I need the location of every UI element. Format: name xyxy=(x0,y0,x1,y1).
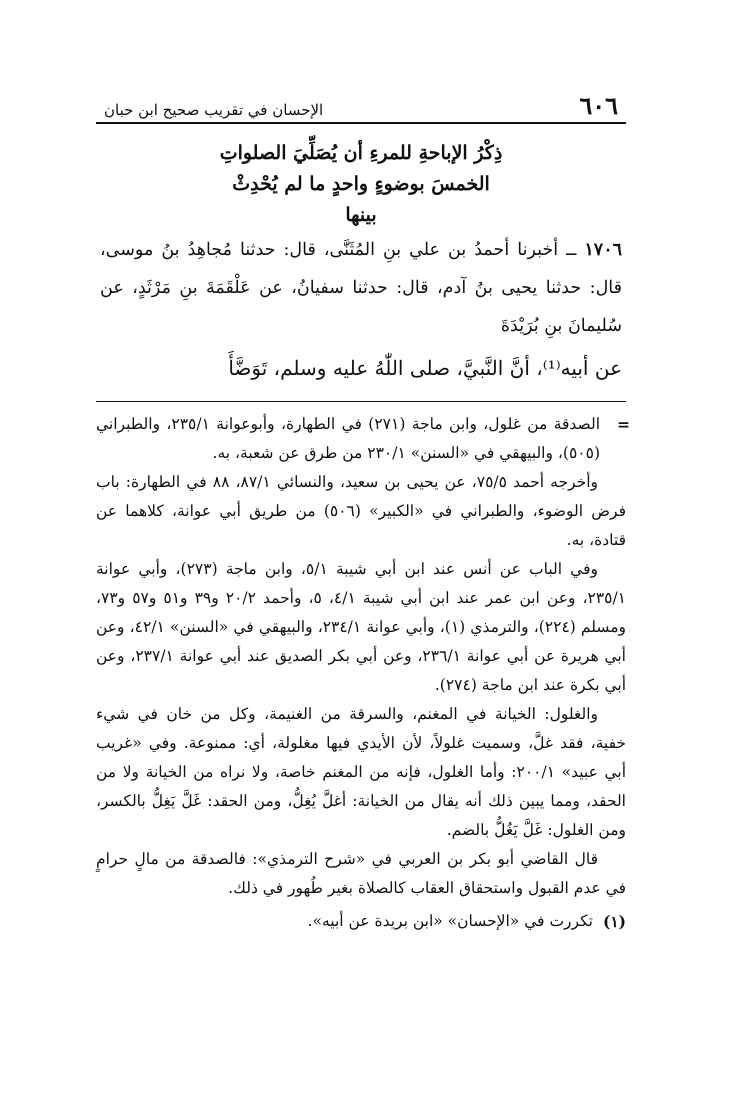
hadith-last-line: عن أبيه⁽¹⁾، أنَّ النَّبيَّ، صلى اللّٰهُ عليه وسلم، تَوَضَّأَ xyxy=(228,356,622,380)
footnotes xyxy=(96,410,630,936)
footnote-paragraph-4: قال القاضي أبو بكر بن العربي في «شرح الترمذي»: فالصدقة من مالٍ حرامٍ في عدم القبول واستحقاق العقاب كالصلاة بغير طُهور في ذلك. xyxy=(96,850,626,897)
footnote-continuation xyxy=(96,410,630,468)
footnote-paragraph-2: وفي الباب عن أنس عند ابن أبي شيبة ٥/١، وابن ماجة (٢٧٣)، وأبي عوانة ٢٣٥/١، وعن ابن عمر عند ابن أبي شيبة ٤/١، ٥، وأحمد ٢٠/٢ و٣٩ و٥١ و٥٧ و٧٣، ومسلم (٢٢٤)، والترمذي (١)، وأبي عوانة ٢٣٤/١، والبيهقي في «السنن» ٤٢/١، وعن أبي هريرة عن أبي عوانة ٢٣٦/١، وعن أبي بكر الصديق عند أبي عوانة ٢٣٧/١، وعن أبي بكرة عند ابن ماجة (٢٧٤). xyxy=(96,560,627,694)
chapter-heading-line-2: الخمسَ بوضوءٍ واحدٍ ما لم يُحْدِثْ xyxy=(232,173,490,195)
chapter-heading-line-1: ذِكْرُ الإباحةِ للمرءِ أن يُصَلِّيَ الصلواتِ xyxy=(219,142,503,164)
footnote-paragraph-1: وأخرجه أحمد ٧٥/٥، عن يحيى بن سعيد، والنسائي ٨٧/١، ٨٨ في الطهارة: باب فرض الوضوء، والطبراني في «الكبير» (٥٠٦) من طريق أبي عوانة، كلاهما عن قتادة، به. xyxy=(96,473,626,549)
footnote-1 xyxy=(96,907,626,936)
hadith-isnad: ــ أخبرنا أحمدُ بن علي بنِ المُثَنَّى، قال: حدثنا مُجاهِدُ بنُ موسى، قال: حدثنا يحيى بنُ آدم، قال: حدثنا سفيانُ، عن عَلْقَمَةَ بنِ مَرْثَدٍ، عن سُليمانَ بنِ بُرَيْدَةَ xyxy=(100,240,622,336)
footnote-number: (١) xyxy=(602,912,626,931)
chapter-heading-line-3: بينها xyxy=(345,204,377,226)
continuation-marker: = xyxy=(617,415,630,434)
hadith-number: ١٧٠٦ xyxy=(584,240,622,260)
hadith-text xyxy=(96,231,626,345)
footnote-continuation-text: الصدقة من غلول، وابن ماجة (٢٧١) في الطهارة، وأبوعوانة ٢٣٥/١، والطبراني (٥٠٥)، والبيهقي في «السنن» ٢٣٠/١ من طرق عن شعبة، به. xyxy=(96,415,600,462)
chapter-heading xyxy=(96,138,626,231)
page-number: ٦٠٦ xyxy=(579,91,618,120)
book-page xyxy=(96,78,630,936)
footnote-separator xyxy=(96,401,626,402)
footnote-paragraph-3: والغلول: الخيانة في المغنم، والسرقة من الغنيمة، وكل من خان في شيء خفية، فقد غلَّ، وسميت غلولاً، لأن الأيدي فيها مغلولة، أي: ممنوعة. وفي «غريب أبي عبيد» ٢٠٠/١: وأما الغلول، فإنه من المغنم خاصة، ولا نراه من الخيانة ولا من الحقد، ومما يبين ذلك أنه يقال من الخيانة: أغلَّ يُغِلُّ، ومن الحقد: غَلَّ يَغِلُّ بالكسر، ومن الغلول: غَلَّ يَغُلُّ بالضم. xyxy=(96,705,626,839)
footnote-1-text: تكررت في «الإحسان» «ابن بريدة عن أبيه». xyxy=(307,912,593,930)
running-header xyxy=(96,78,626,124)
book-title: الإحسان في تقريب صحيح ابن حبان xyxy=(104,101,324,119)
